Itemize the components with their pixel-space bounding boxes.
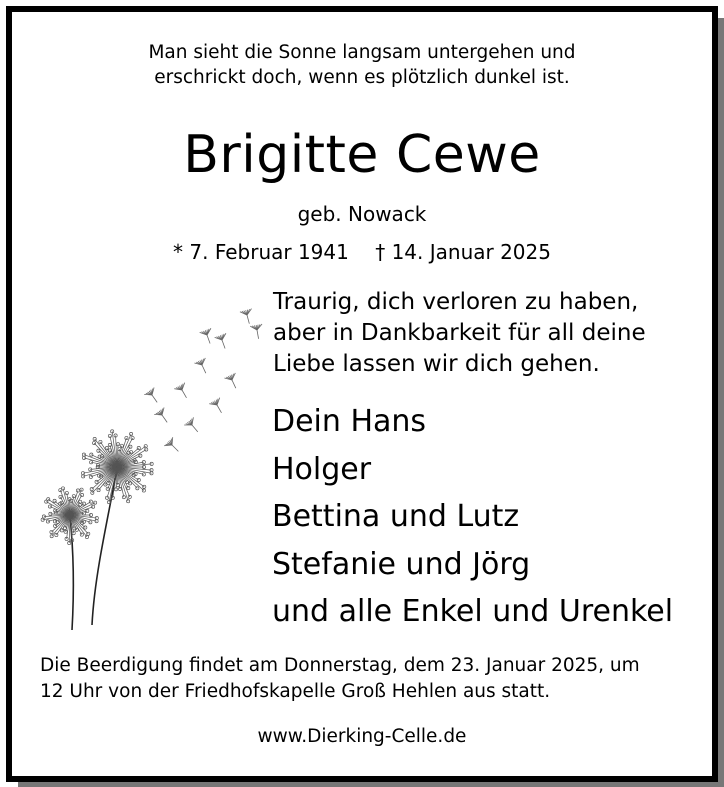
funeral-line-2: 12 Uhr von der Friedhofskapelle Groß Hehlen aus statt. <box>40 681 551 702</box>
verse-line-3: Liebe lassen wir dich gehen. <box>273 351 600 377</box>
dandelion-icon <box>32 295 272 640</box>
mourner: Dein Hans <box>272 404 427 439</box>
verse-line-1: Traurig, dich verloren zu haben, <box>273 289 639 315</box>
deceased-name: Brigitte Cewe <box>183 125 541 185</box>
death-date: † 14. Januar 2025 <box>375 240 551 264</box>
quote-line-1: Man sieht die Sonne langsam untergehen und <box>148 42 576 63</box>
website-link[interactable]: www.Dierking-Celle.de <box>257 726 467 747</box>
mourner: Holger <box>272 451 372 487</box>
funeral-line-1: Die Beerdigung findet am Donnerstag, dem 23. Januar 2025, um <box>40 655 640 676</box>
mourners-list <box>272 398 673 636</box>
life-dates <box>0 238 724 266</box>
funeral-notice <box>40 653 640 705</box>
mourner: und alle Enkel und Urenkel <box>272 594 674 629</box>
verse-line-2: aber in Dankbarkeit für all deine <box>273 320 646 346</box>
mourner: Stefanie und Jörg <box>272 546 531 582</box>
quote-line-2: erschrickt doch, wenn es plötzlich dunkel ist. <box>154 67 570 88</box>
verse <box>273 287 646 380</box>
birth-date: * 7. Februar 1941 <box>173 240 349 264</box>
mourner: Bettina und Lutz <box>272 499 520 534</box>
birth-name: geb. Nowack <box>297 202 427 226</box>
quote <box>0 40 724 90</box>
